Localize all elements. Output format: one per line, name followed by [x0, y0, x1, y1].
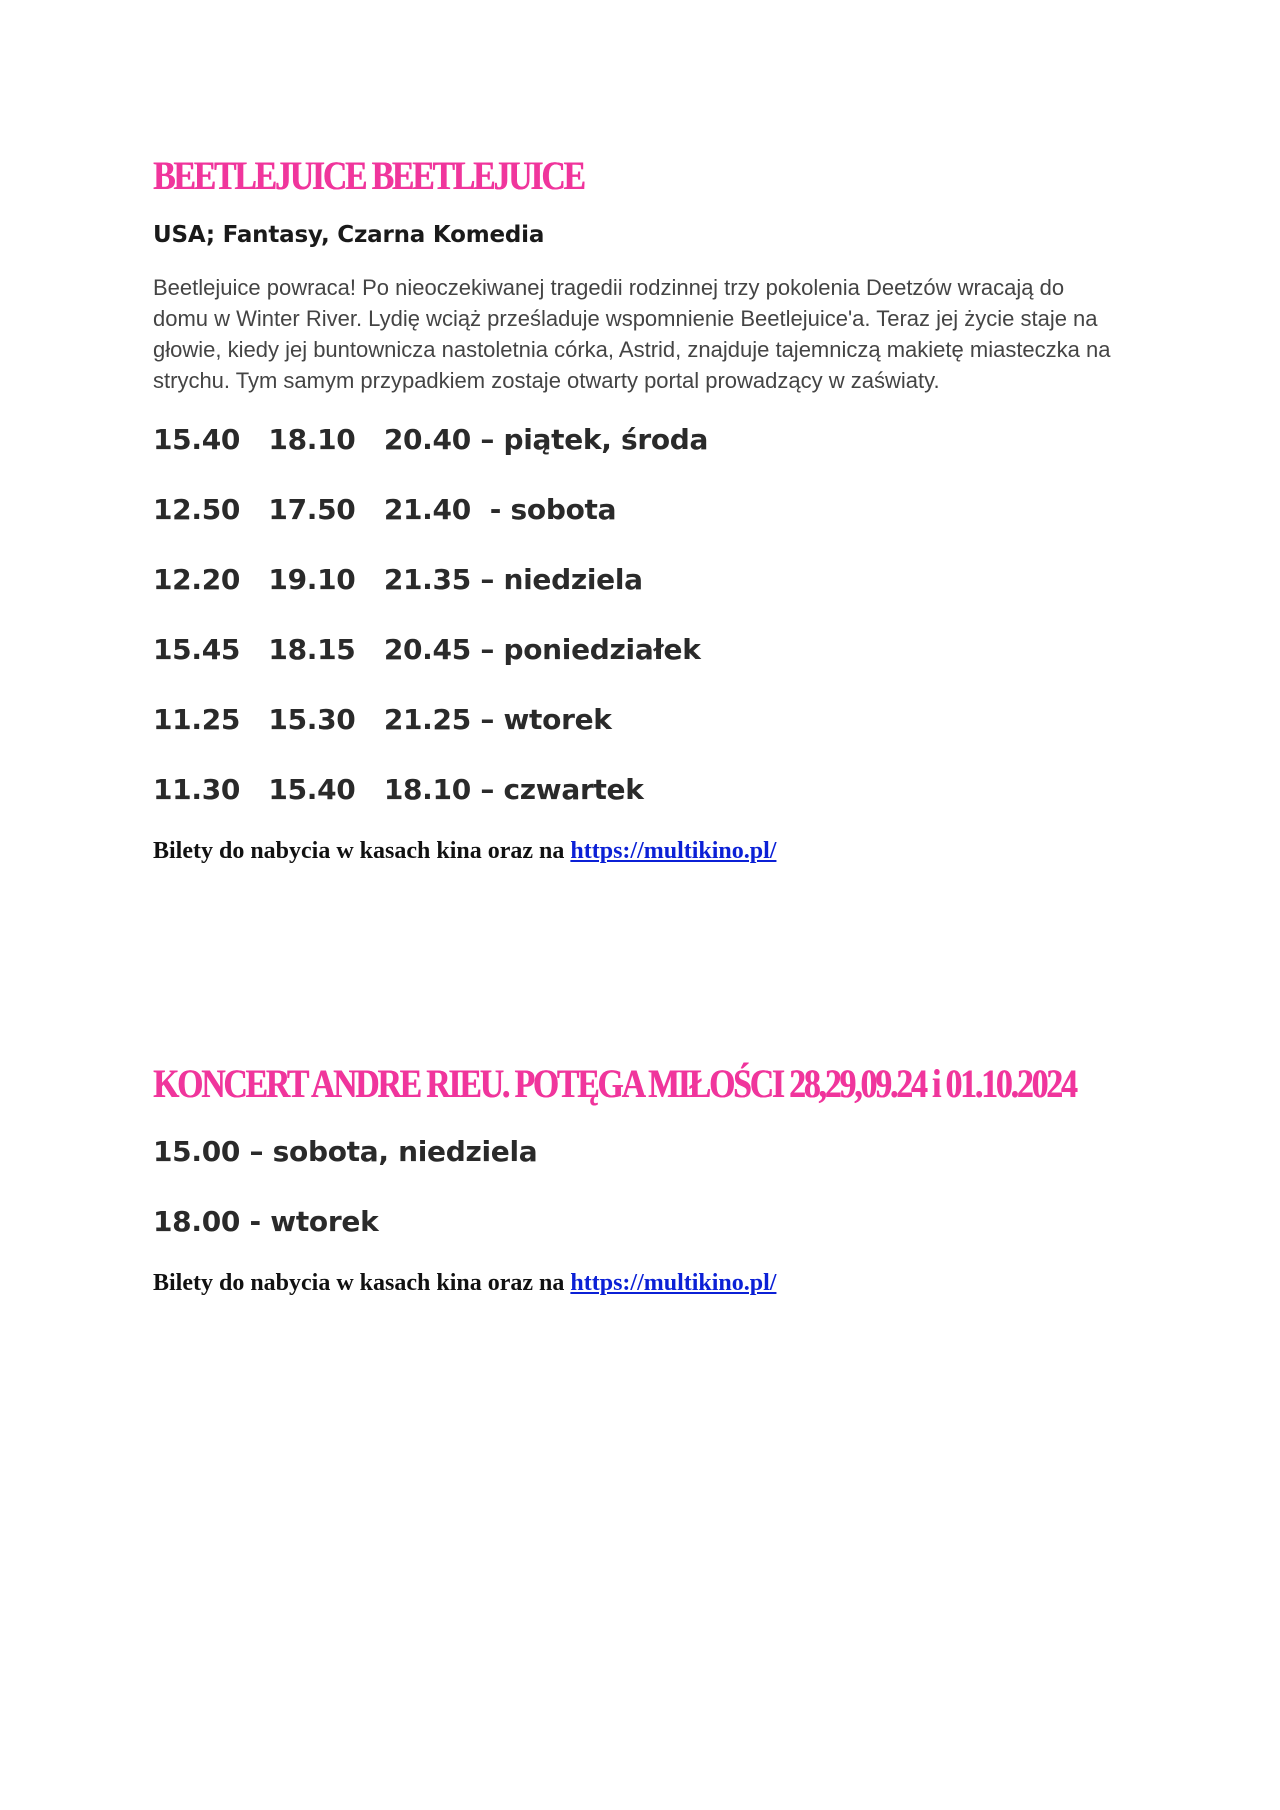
showtime-row: 15.40 18.10 20.40 – piątek, środa	[153, 423, 709, 456]
showtime-row: 15.00 – sobota, niedziela	[153, 1135, 538, 1168]
concert-tickets-info	[153, 1270, 1133, 1297]
tickets-text: Bilety do nabycia w kasach kina oraz na	[153, 838, 571, 864]
showtime-row: 11.25 15.30 21.25 – wtorek	[153, 703, 612, 736]
concert-section	[153, 1058, 1133, 1297]
movie-tickets-info	[153, 838, 1133, 865]
movie-showtimes	[153, 414, 1133, 834]
concert-title: KONCERT ANDRE RIEU. POTĘGA MIŁOŚCI 28,29,09.24 i 01.10.2024	[153, 1061, 1076, 1106]
showtime-row: 12.50 17.50 21.40 - sobota	[153, 493, 617, 526]
tickets-link[interactable]: https://multikino.pl/	[570, 838, 777, 864]
showtime-row: 15.45 18.15 20.45 – poniedziałek	[153, 633, 701, 666]
showtime-row: 11.30 15.40 18.10 – czwartek	[153, 773, 644, 806]
movie-genre: USA; Fantasy, Czarna Komedia	[153, 222, 545, 248]
movie-section	[153, 150, 1133, 865]
showtime-row: 12.20 19.10 21.35 – niedziela	[153, 563, 643, 596]
tickets-text: Bilety do nabycia w kasach kina oraz na	[153, 1270, 571, 1296]
movie-title: BEETLEJUICE BEETLEJUICE	[153, 153, 584, 198]
tickets-link[interactable]: https://multikino.pl/	[570, 1270, 777, 1296]
movie-description: Beetlejuice powraca! Po nieoczekiwanej tragedii rodzinnej trzy pokolenia Deetzów wracają do domu w Winter River. Lydię wciąż prześladuje wspomnienie Beetlejuice'a. Teraz jej życie staje na głowie, kiedy jej buntownicza nastoletnia córka, Astrid, znajduje tajemniczą makietę miasteczka na strychu. Tym samym przypadkiem zostaje otwarty portal prowadzący w zaświaty.	[153, 275, 1111, 393]
showtime-row: 18.00 - wtorek	[153, 1205, 379, 1238]
concert-showtimes	[153, 1126, 1133, 1266]
